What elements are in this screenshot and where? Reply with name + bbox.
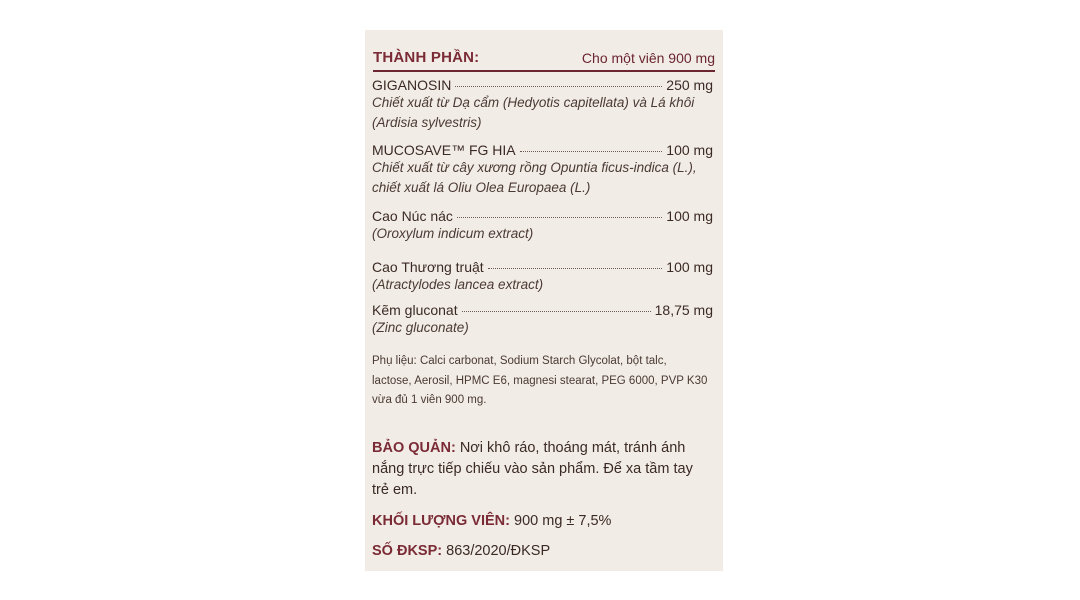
dot-leader <box>457 217 662 218</box>
ingredient-amount: 18,75 mg <box>654 302 713 318</box>
registration-section <box>372 541 713 562</box>
ingredient-name: MUCOSAVE™ FG HIA <box>372 142 516 158</box>
product-label-panel <box>365 30 723 571</box>
ingredient-item <box>372 77 713 133</box>
dot-leader <box>520 151 663 152</box>
storage-section <box>372 438 713 501</box>
ingredients-header <box>373 40 715 72</box>
ingredients-title: THÀNH PHẦN: <box>373 49 480 66</box>
storage-label: BẢO QUẢN: <box>372 440 456 456</box>
weight-section <box>372 511 713 532</box>
dot-leader <box>462 311 651 312</box>
ingredient-name: GIGANOSIN <box>372 77 452 93</box>
ingredient-item <box>372 142 713 198</box>
ingredient-item <box>372 302 713 338</box>
ingredient-name: Cao Núc nác <box>372 208 453 224</box>
dot-leader <box>455 86 662 87</box>
weight-label: KHỐI LƯỢNG VIÊN: <box>372 513 510 529</box>
registration-text: 863/2020/ĐKSP <box>446 543 551 559</box>
dot-leader <box>488 268 663 269</box>
ingredient-description: Chiết xuất từ cây xương rồng Opuntia ficus-indica (L.), chiết xuất lá Oliu Olea Europaea (L.) <box>372 160 697 195</box>
ingredient-description: (Zinc gluconate) <box>372 320 469 335</box>
ingredient-item <box>372 208 713 244</box>
ingredient-name: Cao Thương truật <box>372 259 484 275</box>
per-unit-note: Cho một viên 900 mg <box>581 50 715 66</box>
weight-text: 900 mg ± 7,5% <box>514 513 612 529</box>
ingredient-description: (Atractylodes lancea extract) <box>372 277 544 292</box>
ingredient-amount: 100 mg <box>666 208 713 224</box>
ingredient-amount: 250 mg <box>666 77 713 93</box>
ingredient-description: Chiết xuất từ Dạ cẩm (Hedyotis capitellata) và Lá khôi (Ardisia sylvestris) <box>372 95 695 130</box>
ingredient-amount: 100 mg <box>666 142 713 158</box>
storage-text: Nơi khô ráo, thoáng mát, tránh ánh nắng trực tiếp chiếu vào sản phẩm. Để xa tầm tay trẻ em. <box>372 440 693 498</box>
excipients-text: Phụ liệu: Calci carbonat, Sodium Starch Glycolat, bột talc, lactose, Aerosil, HPMC E6, magnesi stearat, PEG 6000, PVP K30 vừa đủ 1 viên 900 mg. <box>372 355 708 406</box>
ingredient-name: Kẽm gluconat <box>372 302 458 318</box>
ingredient-description: (Oroxylum indicum extract) <box>372 226 534 241</box>
registration-label: SỐ ĐKSP: <box>372 543 443 559</box>
ingredient-amount: 100 mg <box>666 259 713 275</box>
ingredient-item <box>372 259 713 295</box>
